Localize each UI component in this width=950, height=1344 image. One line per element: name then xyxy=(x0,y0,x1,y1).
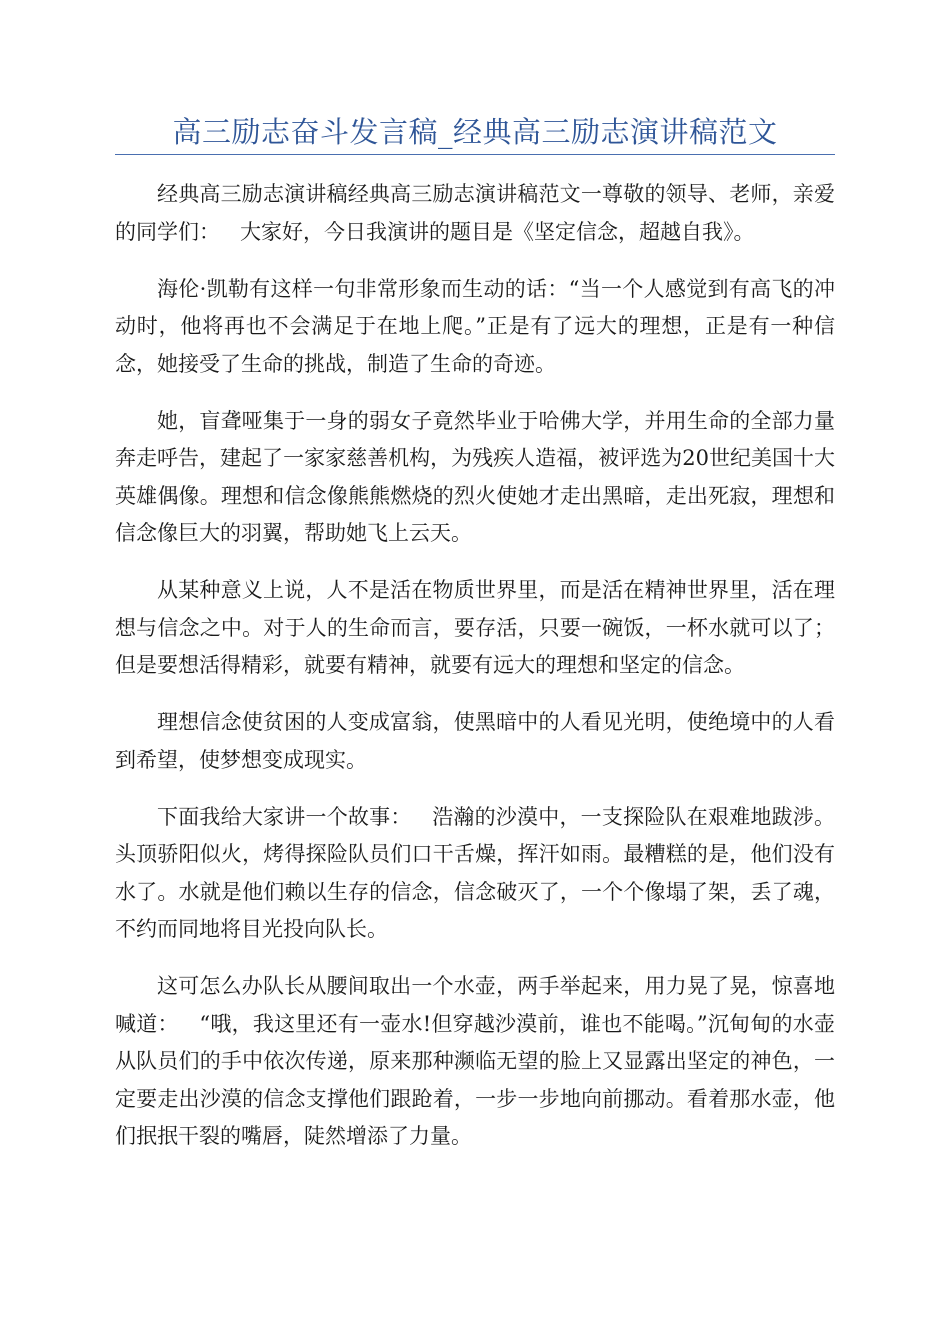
paragraph-6: 下面我给大家讲一个故事： 浩瀚的沙漠中，一支探险队在艰难地跋涉。头顶骄阳似火，烤得探险队员们口干舌燥，挥汗如雨。最糟糕的是，他们没有水了。水就是他们赖以生存的信念，信念破灭了，一个个像塌了架，丢了魂，不约而同地将目光投向队长。 xyxy=(115,804,835,941)
paragraph-3: 她，盲聋哑集于一身的弱女子竟然毕业于哈佛大学，并用生命的全部力量奔走呼告，建起了一家家慈善机构，为残疾人造福，被评选为20世纪美国十大英雄偶像。理想和信念像熊熊燃烧的烈火使她才走出黑暗，走出死寂，理想和信念像巨大的羽翼，帮助她飞上云天。 xyxy=(115,408,835,545)
paragraph-2: 海伦·凯勒有这样一句非常形象而生动的话：“当一个人感觉到有高飞的冲动时，他将再也不会满足于在地上爬。”正是有了远大的理想，正是有一种信念，她接受了生命的挑战，制造了生命的奇迹。 xyxy=(115,276,835,376)
paragraph-1: 经典高三励志演讲稿经典高三励志演讲稿范文一尊敬的领导、老师，亲爱的同学们： 大家好，今日我演讲的题目是《坚定信念，超越自我》。 xyxy=(115,182,835,244)
paragraph-4: 从某种意义上说，人不是活在物质世界里，而是活在精神世界里，活在理想与信念之中。对于人的生命而言，要存活，只要一碗饭，一杯水就可以了； 但是要想活得精彩，就要有精神，就要有远大的理想和坚定的信念。 xyxy=(115,578,849,677)
document-body xyxy=(115,176,849,1175)
paragraph-5: 理想信念使贫困的人变成富翁，使黑暗中的人看见光明，使绝境中的人看到希望，使梦想变成现实。 xyxy=(115,710,835,772)
document-title: 高三励志奋斗发言稿_经典高三励志演讲稿范文 xyxy=(172,115,778,149)
paragraph-7: 这可怎么办队长从腰间取出一个水壶，两手举起来，用力晃了晃，惊喜地喊道： “哦，我这里还有一壶水!但穿越沙漠前，谁也不能喝。”沉甸甸的水壶从队员们的手中依次传递，原来那种濒临无望的脸上又显露出坚定的神色，一定要走出沙漠的信念支撑他们跟跄着，一步一步地向前挪动。看着那水壶，他们抿抿干裂的嘴唇，陡然增添了力量。 xyxy=(115,974,835,1148)
title-underline xyxy=(115,154,835,155)
